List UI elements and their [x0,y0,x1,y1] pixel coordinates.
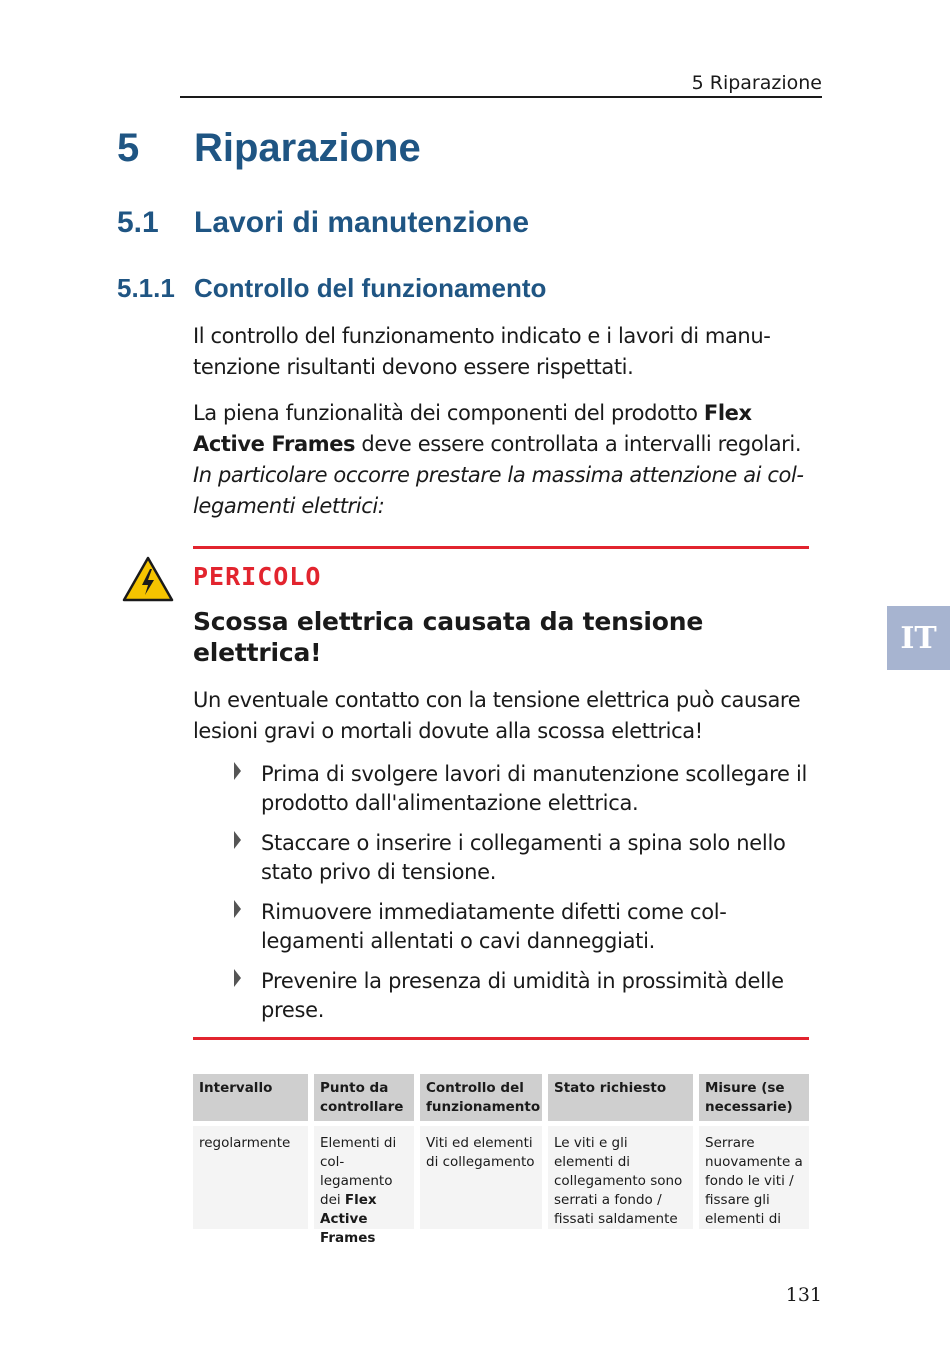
chapter-number: 5 [117,126,140,170]
subsection-heading [117,273,546,304]
running-head-text: 5 Riparazione [691,72,822,94]
language-tab: IT [887,606,950,670]
step-text: Rimuovere immediatamente difetti come col-legamenti allentati o cavi danneggiati. [261,900,727,953]
table-header-cell: Punto da controllare [314,1074,414,1121]
step-text: Prima di svolgere lavori di manutenzione scollegare il prodotto dall'alimentazione elettrica. [261,762,808,815]
list-item [233,829,813,887]
list-item [233,760,813,818]
arrow-right-icon [234,969,241,987]
step-text: Staccare o inserire i collegamenti a spina solo nello stato privo di tensione. [261,831,786,884]
point-product: Flex Active Frames [320,1192,377,1246]
table-header-cell: Intervallo [193,1074,308,1121]
running-head [180,72,822,98]
section-heading [117,206,529,240]
arrow-right-icon [234,900,241,918]
warning-top-rule [193,546,809,549]
functionality-text: La piena funzionalità dei componenti del prodotto [193,401,704,425]
table-cell-interval: regolarmente [193,1126,308,1229]
table-header-cell: Stato richiesto [548,1074,693,1121]
emphasis-text: In particolare occorre prestare la massima attenzione ai col-legamenti elettrici: [193,463,804,518]
warning-bottom-rule [193,1037,809,1040]
table-cell-state: Le viti e gli elementi di collegamento sono serrati a fondo / fissati saldamente [548,1126,693,1229]
table-cell-check: Viti ed elementi di collegamento [420,1126,542,1229]
table-header-cell: Controllo del funzionamento [420,1074,542,1121]
section-number: 5.1 [117,206,159,239]
hazard-title: Scossa elettrica causata da tensione elettrica! [193,607,704,667]
functionality-text-cont: deve essere controllata a intervalli regolari. [355,432,802,456]
hazard-description: Un eventuale contatto con la tensione elettrica può causare lesioni gravi o mortali dovute alla scossa elettrica! [193,688,801,743]
arrow-right-icon [234,831,241,849]
functionality-paragraph [193,398,813,522]
table-cell-measures: Serrare nuovamente a fondo le viti / fissare gli elementi di [699,1126,809,1229]
table-cell-point [314,1126,414,1246]
list-item [233,898,813,956]
arrow-right-icon [234,762,241,780]
step-text: Prevenire la presenza di umidità in prossimità delle prese. [261,969,784,1022]
point-text: Elementi di col-legamento dei [320,1135,397,1208]
section-title: Lavori di manutenzione [194,206,530,239]
subsection-number: 5.1.1 [117,273,175,303]
product-name: Flex Active Frames [193,401,752,456]
page-number: 131 [785,1284,822,1306]
electric-hazard-icon [122,556,174,602]
intro-paragraph: Il controllo del funzionamento indicato e i lavori di manu-tenzione risultanti devono essere rispettati. [193,324,771,379]
signal-word: PERICOLO [193,562,322,591]
chapter-heading [117,126,421,171]
list-item [233,967,813,1025]
safety-steps [233,760,813,1036]
table-header-cell: Misure (se necessarie) [699,1074,809,1121]
subsection-title: Controllo del funzionamento [194,273,547,303]
chapter-title: Riparazione [194,126,421,170]
